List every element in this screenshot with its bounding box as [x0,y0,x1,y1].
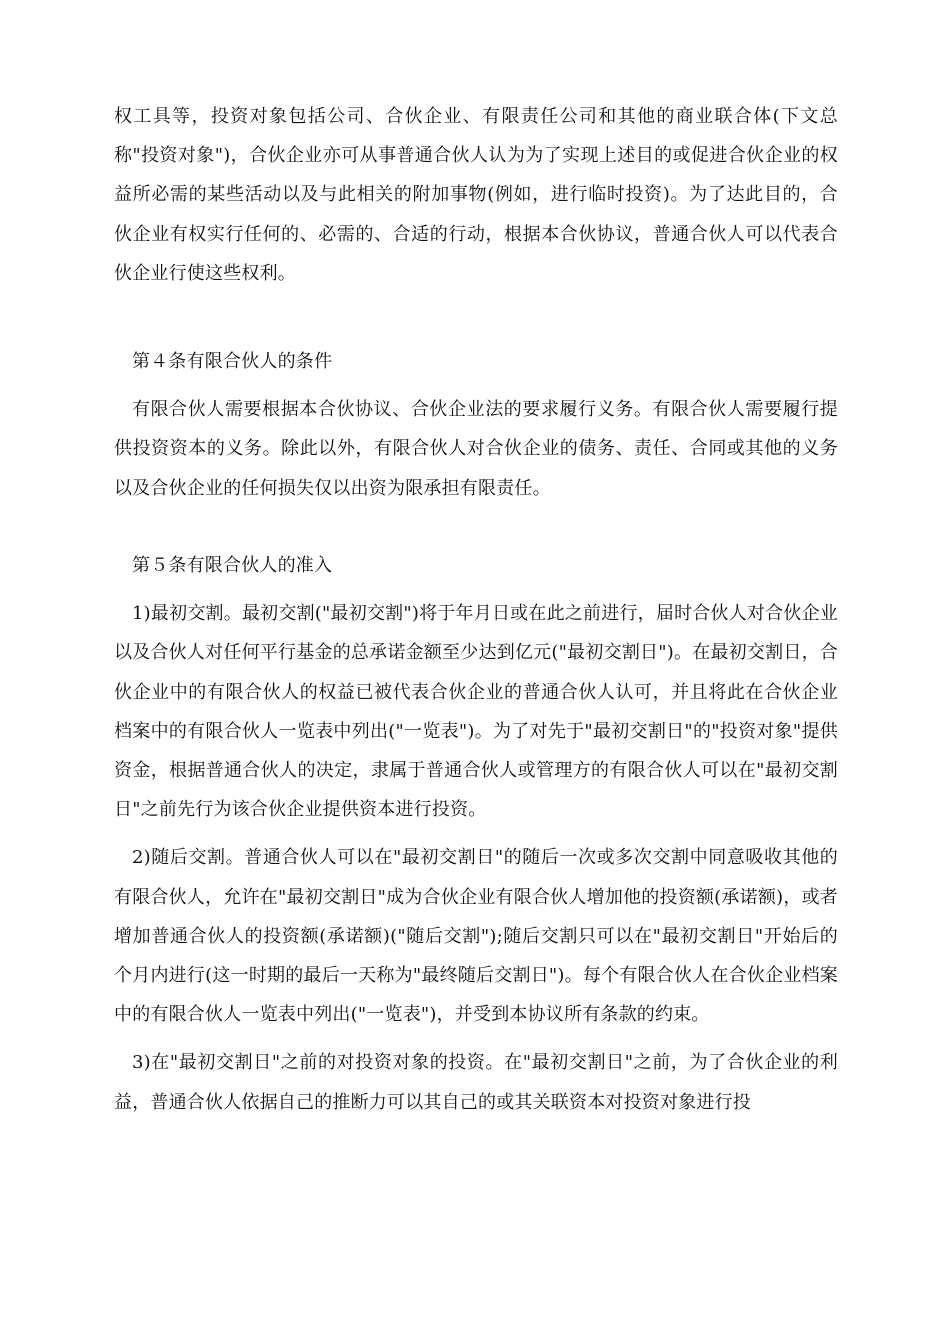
text-block-article-5 [114,546,838,1131]
article-4-heading: 第４条有限合伙人的条件 [132,351,333,372]
text-block-article-4 [114,342,838,517]
paragraph-purpose-continuation: 权工具等，投资对象包括公司、合伙企业、有限责任公司和其他的商业联合体(下文总称"投资对象")，合伙企业亦可从事普通合伙人认为为了实现上述目的或促进合伙企业的权益所必需的某些活动以及与此相关的附加事物(例如，进行临时投资)。为了达此目的，合伙企业有权实行任何的、必需的、合适的行动，根据本合伙协议，普通合伙人可以代表合伙企业行使这些权利。 [114,106,838,284]
paragraph-pre-closing-investment: 3)在"最初交割日"之前的对投资对象的投资。在"最初交割日"之前，为了合伙企业的利益，普通合伙人依据自己的推断力可以其自己的或其关联资本对投资对象进行投 [114,1052,838,1113]
paragraph-subsequent-closing: 2)随后交割。普通合伙人可以在"最初交割日"的随后一次或多次交割中同意吸收其他的有限合伙人，允许在"最初交割日"成为合伙企业有限合伙人增加他的投资额(承诺额)，或者增加普通合伙人的投资额(承诺额)("随后交割");随后交割只可以在"最初交割日"开始后的个月内进行(这一时期的最后一天称为"最终随后交割日")。每个有限合伙人在合伙企业档案中的有限合伙人一览表中列出("一览表")，并受到本协议所有条款的约束。 [114,847,838,1026]
text-block-purpose [114,97,838,302]
paragraph-limited-partner-conditions: 有限合伙人需要根据本合伙协议、合伙企业法的要求履行义务。有限合伙人需要履行提供投资资本的义务。除此以外，有限合伙人对合伙企业的债务、责任、合同或其他的义务以及合伙企业的任何损失仅以出资为限承担有限责任。 [114,399,838,499]
article-5-heading: 第５条有限合伙人的准入 [132,555,333,576]
paragraph-initial-closing: 1)最初交割。最初交割("最初交割")将于年月日或在此之前进行，届时合伙人对合伙企业以及合伙人对任何平行基金的总承诺金额至少达到亿元("最初交割日")。在最初交割日，合伙企业中的有限合伙人的权益已被代表合伙企业的普通合伙人认可，并且将此在合伙企业档案中的有限合伙人一览表中列出("一览表")。为了对先于"最初交割日"的"投资对象"提供资金，根据普通合伙人的决定，隶属于普通合伙人或管理方的有限合伙人可以在"最初交割日"之前先行为该合伙企业提供资本进行投资。 [114,603,838,821]
